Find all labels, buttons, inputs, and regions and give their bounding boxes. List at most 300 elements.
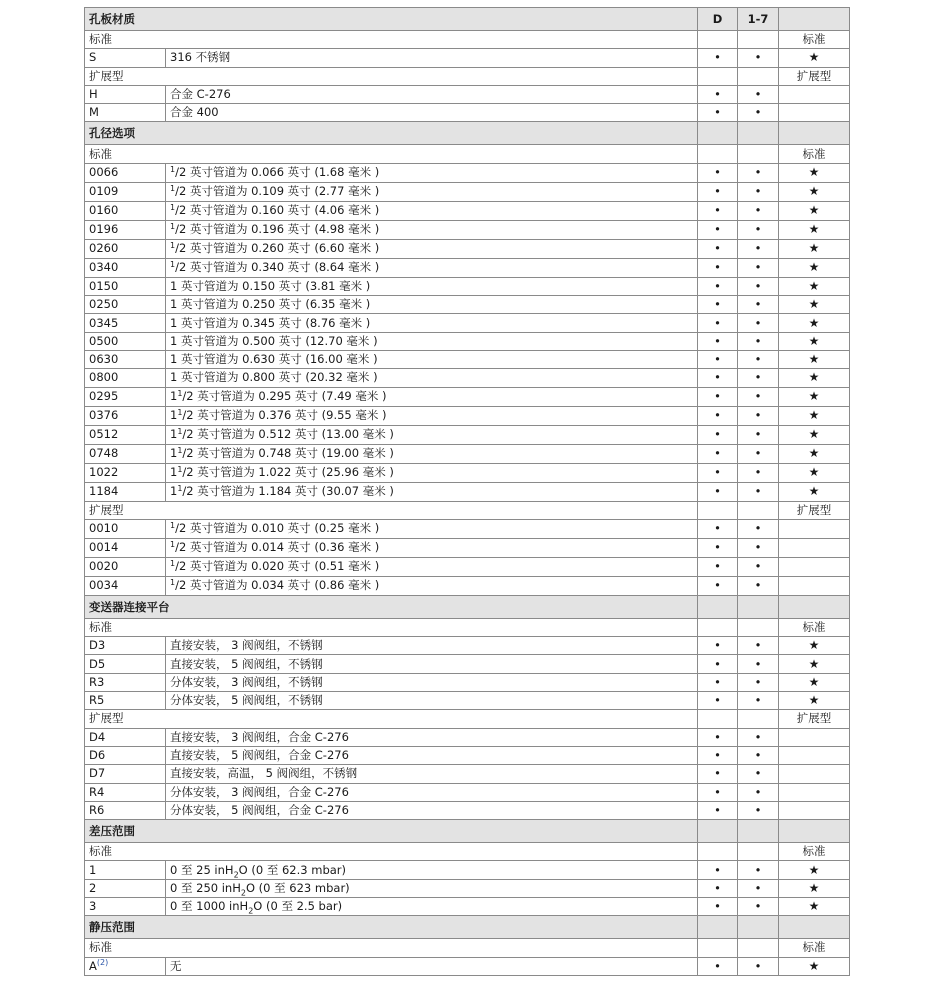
group-tag: 标准: [779, 145, 850, 163]
option-code: [85, 104, 166, 122]
option-code: [85, 783, 166, 801]
option-code-text: 1184: [89, 484, 119, 499]
availability-range: •: [738, 673, 779, 691]
group-tag: 扩展型: [779, 67, 850, 85]
standard-star: ★: [779, 387, 850, 406]
section-header-row: [85, 595, 850, 618]
fraction-whole: 1: [170, 426, 178, 441]
section-title: 变送器连接平台: [85, 595, 698, 618]
availability-range: •: [738, 692, 779, 710]
availability-d: •: [698, 538, 738, 557]
availability-range: •: [738, 765, 779, 783]
option-code-text: 0630: [89, 352, 119, 367]
option-description: [166, 314, 698, 332]
option-description: [166, 201, 698, 220]
standard-star: ★: [779, 220, 850, 239]
group-tag: 标准: [779, 843, 850, 861]
option-description: [166, 519, 698, 538]
availability-range: •: [738, 104, 779, 122]
description-text: /2 英寸管道为 0.340 英寸 (8.64 毫米 ): [175, 259, 380, 274]
description-text: /2 英寸管道为 0.066 英寸 (1.68 毫米 ): [175, 164, 380, 179]
availability-d: •: [698, 163, 738, 182]
description-text: 316 不锈钢: [170, 50, 231, 65]
description-text: 1 英寸管道为 0.345 英寸 (8.76 毫米 ): [170, 315, 371, 330]
option-code-text: 2: [89, 880, 97, 895]
option-code: [85, 239, 166, 258]
availability-range: •: [738, 557, 779, 576]
option-code: [85, 898, 166, 916]
option-description: [166, 296, 698, 314]
option-description: [166, 898, 698, 916]
fraction-whole: 1: [170, 388, 178, 403]
standard-star: ★: [779, 637, 850, 655]
standard-star: ★: [779, 463, 850, 482]
group-blank-cell: [698, 843, 738, 861]
availability-range: •: [738, 387, 779, 406]
group-blank-cell: [738, 843, 779, 861]
option-code-text: 0014: [89, 540, 119, 555]
option-description: [166, 957, 698, 975]
option-code: [85, 277, 166, 295]
option-code: [85, 879, 166, 897]
option-code: [85, 463, 166, 482]
option-code-text: 0066: [89, 165, 119, 180]
option-code-text: D6: [89, 748, 106, 763]
fraction-numerator: 1: [170, 520, 176, 530]
option-code-text: R3: [89, 674, 105, 689]
description-text: 分体安装， 3 阀阀组，合金 C-276: [170, 784, 349, 799]
section-blank-cell: [779, 8, 850, 31]
availability-d: •: [698, 201, 738, 220]
table-row: [85, 220, 850, 239]
option-code-text: 0340: [89, 260, 119, 275]
section-header-row: [85, 916, 850, 939]
option-description: [166, 387, 698, 406]
table-row: [85, 163, 850, 182]
option-description: [166, 746, 698, 764]
group-blank-cell: [698, 145, 738, 163]
option-code-text: 0260: [89, 241, 119, 256]
option-code-text: 0034: [89, 578, 119, 593]
option-code: [85, 163, 166, 182]
description-text: 直接安装， 5 阀阀组，合金 C-276: [170, 748, 349, 763]
availability-d: •: [698, 387, 738, 406]
section-blank-cell: [779, 916, 850, 939]
standard-star: ★: [779, 444, 850, 463]
standard-star: ★: [779, 182, 850, 201]
table-row: [85, 314, 850, 332]
availability-d: •: [698, 673, 738, 691]
table-row: [85, 673, 850, 691]
group-blank-cell: [698, 67, 738, 85]
section-title: 孔板材质: [85, 8, 698, 31]
group-header-row: [85, 618, 850, 636]
fraction-numerator: 1: [170, 240, 176, 250]
option-code-text: 0748: [89, 446, 119, 461]
description-text: 合金 400: [170, 105, 219, 120]
description-text: 分体安装， 5 阀阀组，合金 C-276: [170, 802, 349, 817]
option-code-text: 0010: [89, 521, 119, 536]
standard-star: ★: [779, 692, 850, 710]
availability-range: •: [738, 637, 779, 655]
option-description: [166, 332, 698, 350]
availability-d: •: [698, 765, 738, 783]
group-blank-cell: [698, 501, 738, 519]
fraction-numerator: 1: [177, 388, 183, 398]
description-text: 1 英寸管道为 0.150 英寸 (3.81 毫米 ): [170, 278, 371, 293]
standard-star: [779, 85, 850, 103]
option-code: [85, 314, 166, 332]
availability-d: •: [698, 463, 738, 482]
description-text: /2 英寸管道为 0.014 英寸 (0.36 毫米 ): [175, 539, 380, 554]
option-code-text: 1022: [89, 465, 119, 480]
option-code: [85, 332, 166, 350]
fraction-whole: 1: [170, 464, 178, 479]
fraction-numerator: 1: [170, 539, 176, 549]
table-row: [85, 350, 850, 368]
option-code: [85, 85, 166, 103]
availability-range: •: [738, 258, 779, 277]
group-blank-cell: [698, 618, 738, 636]
option-code-text: R5: [89, 693, 105, 708]
availability-d: •: [698, 406, 738, 425]
option-code: [85, 801, 166, 819]
option-code-text: R4: [89, 784, 105, 799]
option-code-text: 0160: [89, 203, 119, 218]
subscript-text: 2: [248, 906, 254, 916]
option-description: [166, 557, 698, 576]
fraction-numerator: 1: [170, 259, 176, 269]
standard-star: [779, 104, 850, 122]
availability-range: •: [738, 239, 779, 258]
availability-range: •: [738, 957, 779, 975]
standard-star: ★: [779, 898, 850, 916]
option-code-text: 0150: [89, 278, 119, 293]
fraction-numerator: 1: [177, 426, 183, 436]
description-part: O (0 至 2.5 bar): [253, 899, 343, 914]
group-tag: 扩展型: [779, 710, 850, 728]
availability-d: •: [698, 746, 738, 764]
option-code-text: A: [89, 958, 97, 973]
fraction-numerator: 1: [177, 483, 183, 493]
option-code-text: H: [89, 87, 98, 102]
availability-range: •: [738, 350, 779, 368]
availability-range: •: [738, 201, 779, 220]
table-row: [85, 557, 850, 576]
description-text: /2 英寸管道为 0.020 英寸 (0.51 毫米 ): [175, 558, 380, 573]
option-code-text: 0512: [89, 427, 119, 442]
standard-star: ★: [779, 49, 850, 67]
table-row: [85, 387, 850, 406]
group-blank-cell: [698, 710, 738, 728]
standard-star: ★: [779, 163, 850, 182]
group-header-row: [85, 843, 850, 861]
availability-d: •: [698, 482, 738, 501]
standard-star: ★: [779, 258, 850, 277]
option-description: [166, 369, 698, 387]
section-blank-cell: [738, 595, 779, 618]
standard-star: ★: [779, 861, 850, 879]
availability-range: •: [738, 655, 779, 673]
group-header-row: [85, 939, 850, 957]
table-row: [85, 369, 850, 387]
option-code-text: 0376: [89, 408, 119, 423]
option-code-text: 1: [89, 862, 97, 877]
table-row: [85, 692, 850, 710]
availability-d: •: [698, 801, 738, 819]
group-blank-cell: [738, 710, 779, 728]
fraction-whole: 1: [170, 445, 178, 460]
availability-range: •: [738, 538, 779, 557]
option-description: [166, 655, 698, 673]
option-code-text: 0800: [89, 370, 119, 385]
option-code: [85, 519, 166, 538]
table-row: [85, 201, 850, 220]
table-row: [85, 182, 850, 201]
availability-range: •: [738, 406, 779, 425]
availability-d: •: [698, 49, 738, 67]
availability-range: •: [738, 463, 779, 482]
option-description: [166, 220, 698, 239]
fraction-numerator: 1: [170, 221, 176, 231]
option-code: [85, 728, 166, 746]
table-row: [85, 519, 850, 538]
group-header-row: [85, 31, 850, 49]
standard-star: [779, 746, 850, 764]
section-blank-cell: [698, 122, 738, 145]
availability-d: •: [698, 239, 738, 258]
availability-d: •: [698, 519, 738, 538]
option-description: [166, 637, 698, 655]
spec-table-body: [85, 8, 850, 976]
standard-star: ★: [779, 332, 850, 350]
fraction-numerator: 1: [170, 558, 176, 568]
description-part: O (0 至 62.3 mbar): [238, 862, 347, 877]
group-label: 扩展型: [85, 67, 698, 85]
availability-range: •: [738, 861, 779, 879]
section-blank-cell: [779, 595, 850, 618]
table-row: [85, 655, 850, 673]
availability-d: •: [698, 182, 738, 201]
option-description: [166, 765, 698, 783]
option-description: [166, 444, 698, 463]
fraction-numerator: 1: [170, 577, 176, 587]
group-header-row: [85, 67, 850, 85]
description-text: /2 英寸管道为 0.748 英寸 (19.00 毫米 ): [182, 445, 394, 460]
standard-star: ★: [779, 425, 850, 444]
description-text: /2 英寸管道为 0.034 英寸 (0.86 毫米 ): [175, 577, 380, 592]
description-text: 分体安装， 5 阀阀组，不锈钢: [170, 693, 323, 708]
availability-d: •: [698, 879, 738, 897]
option-description: [166, 406, 698, 425]
description-part: 0 至 250 inH: [170, 880, 241, 895]
availability-range: •: [738, 182, 779, 201]
availability-range: •: [738, 746, 779, 764]
option-code: [85, 746, 166, 764]
description-text: /2 英寸管道为 0.295 英寸 (7.49 毫米 ): [182, 388, 387, 403]
option-description: [166, 861, 698, 879]
group-tag: 标准: [779, 31, 850, 49]
standard-star: ★: [779, 314, 850, 332]
group-blank-cell: [738, 31, 779, 49]
table-row: [85, 444, 850, 463]
availability-d: •: [698, 576, 738, 595]
table-row: [85, 425, 850, 444]
availability-d: •: [698, 258, 738, 277]
group-tag: 扩展型: [779, 501, 850, 519]
option-description: [166, 801, 698, 819]
availability-d: •: [698, 350, 738, 368]
availability-range: •: [738, 482, 779, 501]
availability-range: •: [738, 444, 779, 463]
option-description: [166, 239, 698, 258]
standard-star: ★: [779, 406, 850, 425]
table-row: [85, 879, 850, 897]
group-label: 扩展型: [85, 501, 698, 519]
section-blank-cell: [779, 122, 850, 145]
description-text: /2 英寸管道为 0.196 英寸 (4.98 毫米 ): [175, 221, 380, 236]
option-description: [166, 163, 698, 182]
availability-range: •: [738, 163, 779, 182]
option-code-text: 0250: [89, 297, 119, 312]
option-code: [85, 425, 166, 444]
section-blank-cell: [698, 916, 738, 939]
section-title: 孔径选项: [85, 122, 698, 145]
description-text: /2 英寸管道为 1.184 英寸 (30.07 毫米 ): [182, 483, 394, 498]
option-code-text: 0500: [89, 333, 119, 348]
option-code: [85, 692, 166, 710]
option-code-text: S: [89, 50, 97, 65]
description-text: 直接安装， 5 阀阀组，不锈钢: [170, 656, 323, 671]
table-row: [85, 482, 850, 501]
availability-d: •: [698, 637, 738, 655]
option-description: [166, 277, 698, 295]
description-text: 合金 C-276: [170, 87, 231, 102]
section-blank-cell: [698, 820, 738, 843]
description-text: /2 英寸管道为 0.160 英寸 (4.06 毫米 ): [175, 202, 380, 217]
section-header-row: [85, 820, 850, 843]
option-code-text: D7: [89, 766, 106, 781]
option-code-text: D3: [89, 638, 106, 653]
availability-range: •: [738, 898, 779, 916]
option-code: [85, 387, 166, 406]
description-text: /2 英寸管道为 0.260 英寸 (6.60 毫米 ): [175, 240, 380, 255]
group-label: 扩展型: [85, 710, 698, 728]
option-code-text: 3: [89, 899, 97, 914]
option-code: [85, 220, 166, 239]
description-text: 直接安装， 3 阀阀组，合金 C-276: [170, 729, 349, 744]
description-text: /2 英寸管道为 1.022 英寸 (25.96 毫米 ): [182, 464, 394, 479]
availability-d: •: [698, 220, 738, 239]
availability-d: •: [698, 104, 738, 122]
description-part: 0 至 25 inH: [170, 862, 234, 877]
option-code: [85, 49, 166, 67]
option-code: [85, 444, 166, 463]
group-label: 标准: [85, 31, 698, 49]
option-code: [85, 538, 166, 557]
table-row: [85, 728, 850, 746]
availability-d: •: [698, 296, 738, 314]
section-blank-cell: [698, 595, 738, 618]
standard-star: ★: [779, 482, 850, 501]
option-code-text: 0295: [89, 389, 119, 404]
standard-star: ★: [779, 369, 850, 387]
availability-range: •: [738, 332, 779, 350]
option-description: [166, 49, 698, 67]
standard-star: ★: [779, 239, 850, 258]
table-row: [85, 746, 850, 764]
fraction-numerator: 1: [170, 183, 176, 193]
section-blank-cell: [738, 916, 779, 939]
footnote-superscript: [97, 958, 108, 967]
group-header-row: [85, 710, 850, 728]
availability-range: •: [738, 277, 779, 295]
group-blank-cell: [738, 145, 779, 163]
table-row: [85, 85, 850, 103]
standard-star: [779, 801, 850, 819]
description-text: /2 英寸管道为 0.512 英寸 (13.00 毫米 ): [182, 426, 394, 441]
group-header-row: [85, 145, 850, 163]
availability-range: •: [738, 296, 779, 314]
table-row: [85, 861, 850, 879]
standard-star: ★: [779, 673, 850, 691]
subscript-text: 2: [233, 869, 239, 879]
option-code: [85, 482, 166, 501]
availability-d: •: [698, 557, 738, 576]
availability-range: •: [738, 220, 779, 239]
availability-d: •: [698, 783, 738, 801]
standard-star: [779, 765, 850, 783]
availability-d: •: [698, 692, 738, 710]
availability-range: •: [738, 783, 779, 801]
fraction-numerator: 1: [177, 464, 183, 474]
group-header-row: [85, 501, 850, 519]
availability-d: •: [698, 655, 738, 673]
fraction-numerator: 1: [177, 407, 183, 417]
group-tag: 标准: [779, 618, 850, 636]
group-blank-cell: [738, 501, 779, 519]
availability-d: •: [698, 369, 738, 387]
table-row: [85, 49, 850, 67]
group-label: 标准: [85, 939, 698, 957]
availability-range: •: [738, 369, 779, 387]
fraction-numerator: 1: [170, 202, 176, 212]
availability-range: •: [738, 728, 779, 746]
standard-star: [779, 538, 850, 557]
option-code: [85, 258, 166, 277]
option-code: [85, 637, 166, 655]
option-code-text: D5: [89, 656, 106, 671]
availability-range: •: [738, 425, 779, 444]
table-row: [85, 801, 850, 819]
section-title: 差压范围: [85, 820, 698, 843]
section-header-row: [85, 8, 850, 31]
standard-star: [779, 557, 850, 576]
availability-d: •: [698, 861, 738, 879]
option-code: [85, 296, 166, 314]
option-description: [166, 728, 698, 746]
standard-star: ★: [779, 296, 850, 314]
fraction-whole: 1: [170, 407, 178, 422]
section-title: 静压范围: [85, 916, 698, 939]
availability-d: •: [698, 332, 738, 350]
option-description: [166, 879, 698, 897]
option-code: [85, 673, 166, 691]
description-text: 1 英寸管道为 0.500 英寸 (12.70 毫米 ): [170, 333, 378, 348]
description-text: 直接安装， 3 阀阀组，不锈钢: [170, 638, 323, 653]
option-code: [85, 350, 166, 368]
group-tag: 标准: [779, 939, 850, 957]
